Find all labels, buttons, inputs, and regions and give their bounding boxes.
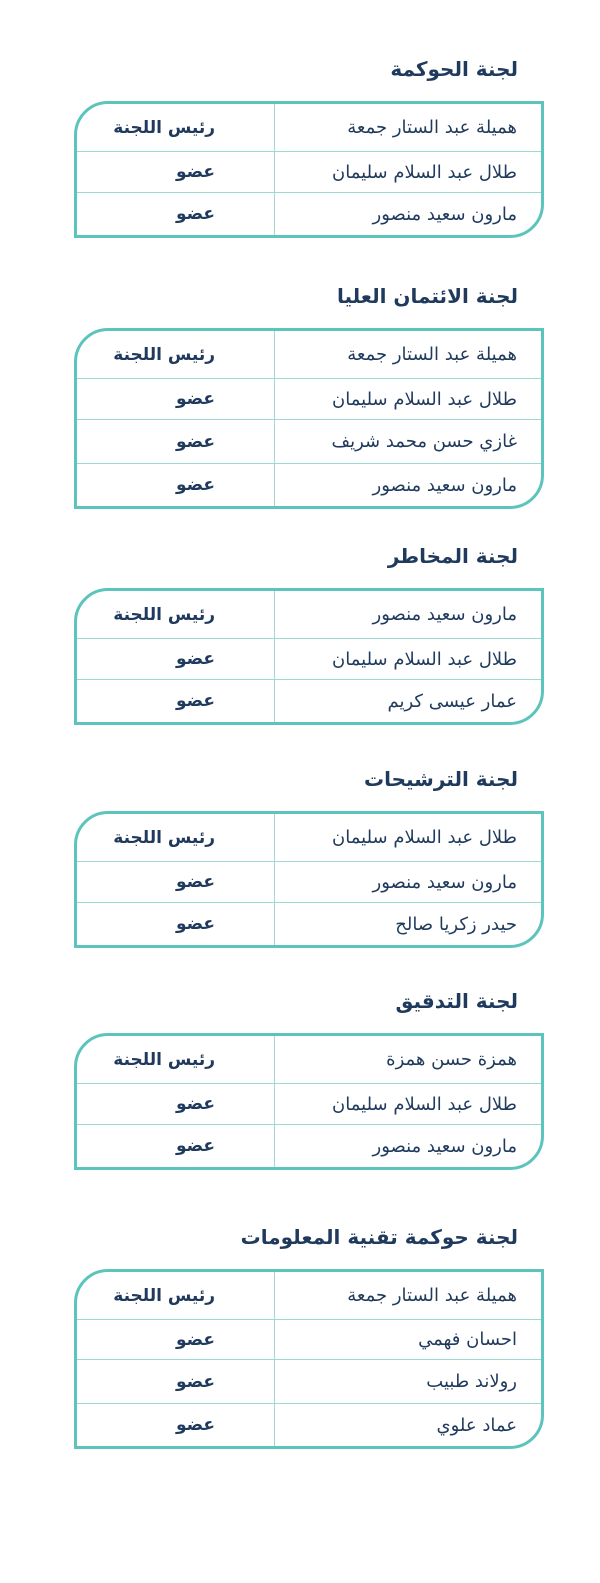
table-row: [77, 419, 541, 463]
table-row: [77, 814, 541, 861]
member-role: عضو: [175, 691, 215, 711]
committee-title: لجنة الحوكمة: [390, 57, 518, 81]
member-name: هميلة عبد الستار جمعة: [347, 117, 517, 138]
member-name: هميلة عبد الستار جمعة: [347, 1285, 517, 1306]
column-divider: [274, 1360, 275, 1403]
committee-title: لجنة الترشيحات: [363, 767, 518, 791]
member-role: عضو: [175, 431, 215, 452]
table-row: [77, 378, 541, 419]
table-row: [77, 463, 541, 506]
table-row: [77, 331, 541, 378]
member-name: طلال عبد السلام سليمان: [332, 1093, 517, 1115]
member-name: مارون سعيد منصور: [372, 871, 517, 893]
table-row: [77, 861, 541, 902]
members-table: [74, 811, 544, 948]
member-name: طلال عبد السلام سليمان: [332, 161, 517, 183]
member-role: رئيس اللجنة: [113, 117, 215, 138]
member-role: عضو: [175, 204, 215, 224]
table-row: [77, 1319, 541, 1359]
table-row: [77, 679, 541, 722]
member-name: حيدر زكريا صالح: [395, 913, 517, 935]
table-row: [77, 1403, 541, 1446]
member-name: مارون سعيد منصور: [372, 1135, 517, 1157]
member-role: عضو: [175, 1094, 215, 1114]
column-divider: [274, 104, 275, 151]
member-name: عمار عيسى كريم: [387, 690, 517, 712]
committee-title: لجنة الائتمان العليا: [336, 284, 518, 308]
table-row: [77, 104, 541, 151]
members-table: [74, 328, 544, 509]
column-divider: [274, 903, 275, 945]
member-name: هميلة عبد الستار جمعة: [347, 344, 517, 365]
member-role: عضو: [175, 389, 215, 409]
table-row: [77, 1272, 541, 1319]
member-role: عضو: [175, 872, 215, 892]
member-name: احسان فهمي: [418, 1329, 517, 1350]
column-divider: [274, 193, 275, 235]
member-role: عضو: [175, 914, 215, 934]
member-role: عضو: [175, 475, 215, 495]
table-row: [77, 151, 541, 192]
member-role: رئيس اللجنة: [113, 604, 215, 625]
column-divider: [274, 1036, 275, 1083]
member-name: مارون سعيد منصور: [372, 604, 517, 625]
member-name: عماد علوي: [436, 1414, 517, 1436]
column-divider: [274, 420, 275, 463]
member-name: طلال عبد السلام سليمان: [332, 648, 517, 670]
member-name: مارون سعيد منصور: [372, 474, 517, 496]
committee-title: لجنة المخاطر: [387, 544, 518, 568]
table-row: [77, 1036, 541, 1083]
member-role: رئيس اللجنة: [113, 827, 215, 848]
column-divider: [274, 1272, 275, 1319]
column-divider: [274, 862, 275, 902]
member-name: مارون سعيد منصور: [372, 203, 517, 225]
column-divider: [274, 639, 275, 679]
member-role: عضو: [175, 1329, 215, 1350]
member-name: همزة حسن همزة: [386, 1049, 517, 1070]
member-role: رئيس اللجنة: [113, 1285, 215, 1306]
member-role: عضو: [175, 1415, 215, 1435]
column-divider: [274, 331, 275, 378]
members-table: [74, 1269, 544, 1449]
member-name: طلال عبد السلام سليمان: [332, 827, 517, 848]
column-divider: [274, 464, 275, 506]
members-table: [74, 101, 544, 238]
member-role: رئيس اللجنة: [113, 344, 215, 365]
column-divider: [274, 152, 275, 192]
table-row: [77, 1083, 541, 1124]
committee-title: لجنة حوكمة تقنية المعلومات: [240, 1225, 518, 1249]
table-row: [77, 638, 541, 679]
member-role: رئيس اللجنة: [113, 1049, 215, 1070]
committee-title: لجنة التدقيق: [395, 989, 518, 1013]
column-divider: [274, 1404, 275, 1446]
table-row: [77, 591, 541, 638]
table-row: [77, 902, 541, 945]
member-role: عضو: [175, 162, 215, 182]
column-divider: [274, 1125, 275, 1167]
member-role: عضو: [175, 649, 215, 669]
member-role: عضو: [175, 1136, 215, 1156]
column-divider: [274, 1084, 275, 1124]
table-row: [77, 192, 541, 235]
table-row: [77, 1359, 541, 1403]
column-divider: [274, 1320, 275, 1359]
member-name: رولاند طبيب: [426, 1371, 517, 1392]
member-name: طلال عبد السلام سليمان: [332, 388, 517, 410]
table-row: [77, 1124, 541, 1167]
column-divider: [274, 591, 275, 638]
members-table: [74, 588, 544, 725]
column-divider: [274, 814, 275, 861]
member-role: عضو: [175, 1371, 215, 1392]
member-name: غازي حسن محمد شريف: [331, 431, 517, 452]
column-divider: [274, 680, 275, 722]
column-divider: [274, 379, 275, 419]
members-table: [74, 1033, 544, 1170]
